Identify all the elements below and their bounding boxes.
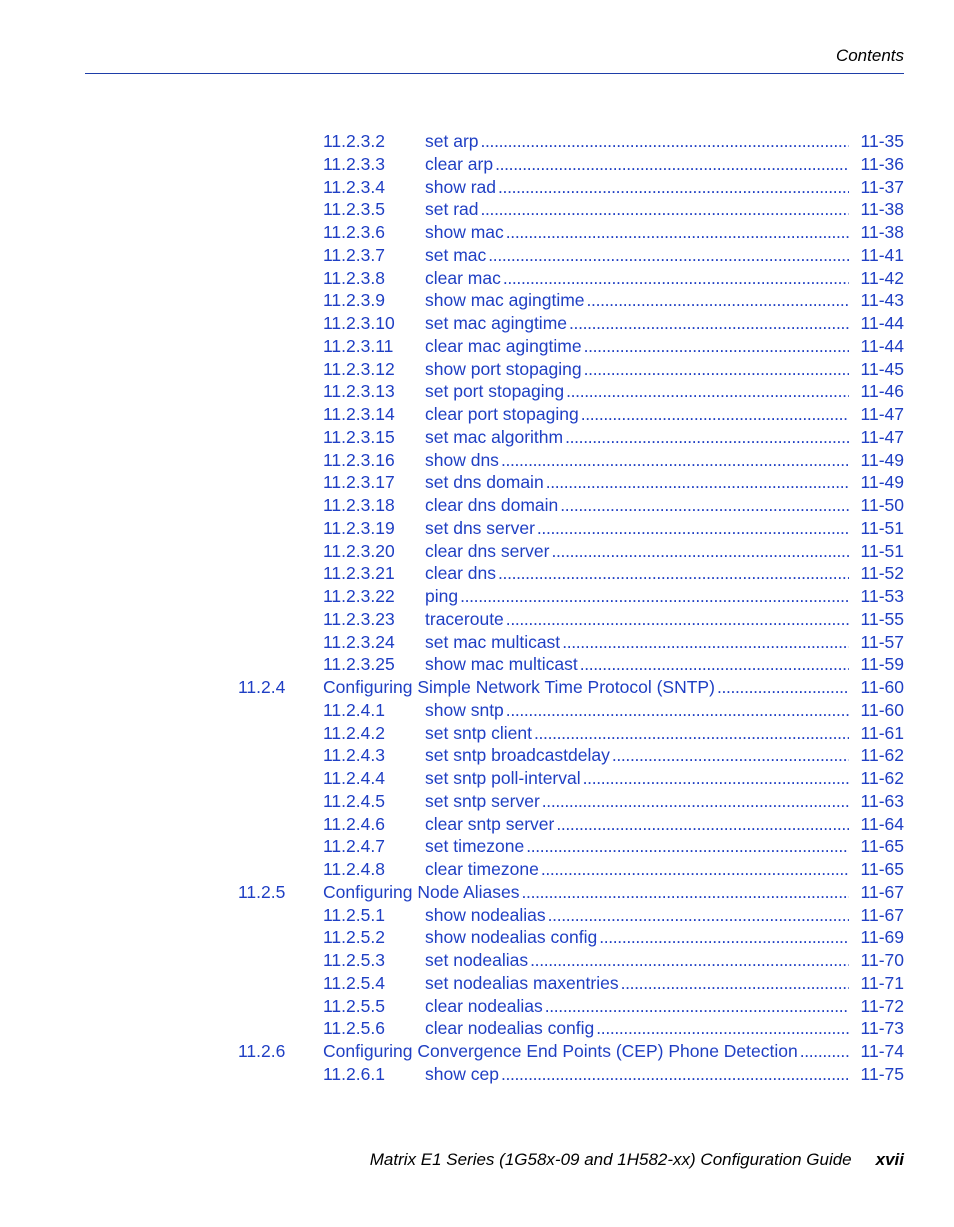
toc-entry[interactable] [0,744,954,767]
toc-entry-body [425,722,851,745]
toc-entry-body [425,585,851,608]
toc-entry-body [425,790,851,813]
toc-entry[interactable] [0,995,954,1018]
toc-entry-body [323,1040,851,1063]
dot-leader [481,198,850,221]
toc-entry-number: 11.2.4.2 [323,722,385,743]
dot-leader [717,676,849,699]
toc-entry-title: set nodealias maxentries [425,972,619,993]
toc-entry-body [425,562,851,585]
toc-entry-number: 11.2.3.19 [323,517,395,538]
toc-entry[interactable] [0,244,954,267]
toc-entry-title: set mac algorithm [425,426,564,447]
toc-entry-body [425,426,851,449]
toc-entry[interactable] [0,130,954,153]
dot-leader [565,426,849,449]
dot-leader [522,881,849,904]
toc-entry-title: clear dns [425,563,497,584]
toc-entry-body [425,631,851,654]
toc-entry-page: 11-49 [860,449,904,470]
toc-entry-number: 11.2.3.6 [323,222,385,242]
toc-entry-body [425,540,851,563]
toc-entry-page: 11-35 [860,131,904,151]
toc-entry-title: ping [425,586,459,606]
dot-leader [537,517,849,540]
toc-entry-title: show nodealias [425,904,546,925]
toc-entry[interactable] [0,881,954,904]
toc-entry-page: 11-51 [860,540,904,561]
toc-entry-number: 11.2.3.10 [323,313,395,333]
toc-entry-page: 11-52 [860,563,904,584]
toc-entry-title: show dns [425,449,499,470]
dot-leader [587,289,849,312]
toc-entry-page: 11-67 [860,881,904,902]
toc-entry-body [425,835,851,858]
toc-entry-page: 11-71 [860,972,904,993]
dot-leader [526,835,849,858]
toc-entry-title: set timezone [425,836,525,857]
toc-entry-number: 11.2.5.5 [323,995,385,1016]
dot-leader [583,767,849,790]
toc-entry-title: show mac agingtime [425,290,585,311]
toc-entry-number: 11.2.5.2 [323,927,385,948]
toc-entry-number: 11.2.5.6 [323,1018,385,1039]
toc-entry-number: 11.2.3.24 [323,631,395,652]
toc-entry-body [425,267,851,290]
toc-entry-body [425,494,851,517]
toc-entry-page: 11-70 [860,950,904,970]
toc-entry-title: set mac agingtime [425,313,568,333]
toc-entry[interactable] [0,403,954,426]
toc-entry[interactable] [0,767,954,790]
toc-entry-number: 11.2.3.18 [323,495,395,515]
dot-leader [562,631,849,654]
toc-entry-page: 11-62 [860,768,904,788]
toc-entry[interactable] [0,585,954,608]
toc-entry-body [425,449,851,472]
toc-entry[interactable] [0,153,954,176]
dot-leader [460,585,849,608]
dot-leader [569,312,849,335]
toc-entry-page: 11-61 [860,722,904,743]
toc-entry-title: Configuring Node Aliases [323,881,520,902]
dot-leader [596,1017,849,1040]
dot-leader [501,449,849,472]
toc-entry-page: 11-50 [860,495,904,515]
toc-entry-page: 11-53 [860,586,904,606]
toc-entry[interactable] [0,494,954,517]
toc-entry[interactable] [0,562,954,585]
toc-entry[interactable] [0,176,954,199]
toc-entry-number: 11.2.3.17 [323,472,395,493]
toc-entry-page: 11-73 [860,1018,904,1039]
toc-entry-body [425,1017,851,1040]
footer-guide-title: Matrix E1 Series (1G58x-09 and 1H582-xx) Configuration Guide [369,1150,852,1169]
toc-entry-body [323,881,851,904]
toc-entry-number: 11.2.3.15 [323,426,395,447]
toc-entry[interactable] [0,471,954,494]
toc-entry[interactable] [0,221,954,244]
toc-entry-page: 11-37 [860,176,904,197]
toc-entry-number: 11.2.3.2 [323,131,385,151]
toc-entry-body [425,380,851,403]
dot-leader [621,972,849,995]
toc-entry-page: 11-47 [860,404,904,424]
toc-entry-body [425,767,851,790]
dot-leader [495,153,849,176]
toc-entry[interactable] [0,358,954,381]
toc-entry-page: 11-44 [860,335,904,356]
toc-entry-number: 11.2.3.23 [323,608,395,629]
toc-entry-number: 11.2.3.13 [323,381,395,402]
dot-leader [498,562,849,585]
toc-entry[interactable] [0,449,954,472]
toc-entry-page: 11-47 [860,426,904,447]
toc-entry-title: clear port stopaging [425,404,579,424]
toc-entry[interactable] [0,653,954,676]
toc-entry-body [425,995,851,1018]
toc-entry-title: set dns server [425,517,535,538]
toc-entry-body [425,813,851,836]
toc-entry-number: 11.2.3.3 [323,153,385,174]
toc-entry-number: 11.2.3.25 [323,654,395,675]
toc-entry[interactable] [0,267,954,290]
toc-entry-number: 11.2.3.9 [323,290,385,311]
toc-entry-title: set sntp poll-interval [425,768,581,788]
toc-entry-body [425,221,851,244]
dot-leader [506,608,849,631]
toc-entry[interactable] [0,790,954,813]
dot-leader [556,813,849,836]
dot-leader [566,380,849,403]
dot-leader [501,1063,849,1086]
toc-entry[interactable] [0,198,954,221]
toc-entry-title: clear timezone [425,859,539,879]
toc-entry[interactable] [0,972,954,995]
dot-leader [488,244,849,267]
toc-entry-body [425,153,851,176]
toc-entry-title: set port stopaging [425,381,565,402]
toc-entry-title: show port stopaging [425,358,582,379]
toc-entry-page: 11-65 [860,836,904,857]
toc-entry-title: clear dns domain [425,495,559,515]
toc-entry-title: show mac [425,222,504,242]
dot-leader [530,949,849,972]
toc-entry-page: 11-69 [860,927,904,948]
toc-entry-title: clear sntp server [425,813,555,834]
dot-leader [503,267,849,290]
dot-leader [612,744,849,767]
toc-entry[interactable] [0,1063,954,1086]
toc-entry-body [425,1063,851,1086]
toc-entry-body [425,130,851,153]
toc-entry-number: 11.2.3.12 [323,358,395,379]
toc-entry-body [425,403,851,426]
toc-entry-page: 11-38 [860,199,904,220]
toc-entry[interactable] [0,426,954,449]
dot-leader [506,699,849,722]
toc-entry-title: show nodealias config [425,927,598,948]
toc-entry-page: 11-72 [860,995,904,1016]
toc-entry-number: 11.2.6.1 [323,1063,385,1084]
toc-entry-number: 11.2.4.7 [323,836,385,857]
toc-entry-page: 11-45 [860,358,904,379]
dot-leader [546,471,849,494]
toc-entry-title: set mac [425,244,487,265]
toc-entry-title: set sntp broadcastdelay [425,745,610,766]
toc-entry-title: show cep [425,1063,499,1084]
toc-entry[interactable] [0,835,954,858]
toc-entry-body [425,244,851,267]
toc-entry-title: traceroute [425,608,504,629]
toc-entry[interactable] [0,608,954,631]
toc-entry[interactable] [0,1040,954,1063]
toc-entry-number: 11.2.3.16 [323,449,395,470]
toc-entry-body [425,176,851,199]
header-divider [85,73,904,74]
toc-entry[interactable] [0,380,954,403]
toc-entry-title: clear mac agingtime [425,335,582,356]
dot-leader [545,995,849,1018]
toc-entry-number: 11.2.4.5 [323,790,385,811]
toc-entry-body [425,198,851,221]
toc-entry-page: 11-60 [860,677,904,697]
toc-entry-title: set arp [425,131,479,151]
dot-leader [506,221,849,244]
toc-entry-title: set sntp client [425,722,532,743]
toc-entry-number: 11.2.3.4 [323,176,385,197]
toc-entry-body [425,517,851,540]
dot-leader [584,335,849,358]
toc-entry-number: 11.2.4.6 [323,813,385,834]
toc-entry-body [425,926,851,949]
dot-leader [541,858,849,881]
dot-leader [581,403,849,426]
toc-entry-page: 11-74 [860,1041,904,1061]
toc-entry[interactable] [0,904,954,927]
dot-leader [534,722,849,745]
toc-entry-number: 11.2.4 [238,677,286,697]
toc-entry[interactable] [0,517,954,540]
toc-entry[interactable] [0,949,954,972]
dot-leader [599,926,849,949]
toc-entry-title: clear arp [425,153,494,174]
toc-entry-page: 11-55 [860,608,904,629]
toc-entry-number: 11.2.4.8 [323,859,385,879]
page-footer [370,1150,904,1170]
toc-entry-page: 11-65 [860,859,904,879]
toc-entry-body [425,949,851,972]
toc-entry-number: 11.2.4.1 [323,699,385,720]
dot-leader [580,653,849,676]
toc-entry-title: Configuring Convergence End Points (CEP) Phone Detection [323,1041,798,1061]
toc-entry-page: 11-60 [860,699,904,720]
dot-leader [548,904,849,927]
toc-entry-body [425,312,851,335]
toc-entry-number: 11.2.3.22 [323,586,395,606]
toc-entry-page: 11-59 [860,654,904,675]
toc-entry-number: 11.2.3.20 [323,540,395,561]
toc-entry-page: 11-57 [860,631,904,652]
page-header-title: Contents [835,46,904,65]
toc-entry-title: set rad [425,199,479,220]
toc-entry-number: 11.2.3.8 [323,267,385,288]
toc-entry-page: 11-63 [860,790,904,811]
toc-entry[interactable] [0,676,954,699]
toc-entry-number: 11.2.5 [238,881,286,902]
toc-entry-page: 11-41 [860,244,904,265]
toc-entry-page: 11-38 [860,222,904,242]
toc-entry-title: clear nodealias [425,995,543,1016]
toc-entry[interactable] [0,926,954,949]
toc-entry-title: clear dns server [425,540,550,561]
toc-entry-body [425,744,851,767]
dot-leader [560,494,849,517]
toc-entry-number: 11.2.3.14 [323,404,395,424]
toc-entry-title: show sntp [425,699,504,720]
toc-entry-page: 11-49 [860,472,904,493]
toc-entry-page: 11-64 [860,813,904,834]
dot-leader [542,790,849,813]
toc-entry-body [323,676,851,699]
toc-entry-page: 11-67 [860,904,904,925]
toc-entry-number: 11.2.3.11 [323,335,394,356]
toc-entry-number: 11.2.5.3 [323,950,385,970]
toc-entry[interactable] [0,722,954,745]
toc-entry-body [425,358,851,381]
toc-entry-page: 11-44 [860,313,904,333]
toc-entry-body [425,335,851,358]
toc-entry-body [425,608,851,631]
toc-entry-number: 11.2.4.3 [323,745,385,766]
toc-entry[interactable] [0,289,954,312]
toc-entry-body [425,858,851,881]
toc-entry[interactable] [0,1017,954,1040]
toc-entry-body [425,653,851,676]
toc-entry-body [425,471,851,494]
toc-entry-title: set dns domain [425,472,544,493]
toc-entry-page: 11-75 [860,1063,904,1084]
toc-entry-page: 11-51 [860,517,904,538]
toc-entry-title: clear nodealias config [425,1018,595,1039]
toc-entry-page: 11-42 [860,267,904,288]
toc-entry-page: 11-46 [860,381,904,402]
toc-entry-title: set mac multicast [425,631,561,652]
toc-entry-number: 11.2.3.5 [323,199,385,220]
toc-entry-title: set sntp server [425,790,540,811]
dot-leader [800,1040,849,1063]
toc-entry[interactable] [0,335,954,358]
dot-leader [584,358,849,381]
table-of-contents [0,130,954,1086]
toc-entry-number: 11.2.3.7 [323,244,385,265]
toc-entry[interactable] [0,540,954,563]
toc-entry-number: 11.2.6 [238,1041,286,1061]
toc-entry-number: 11.2.5.4 [323,972,385,993]
toc-entry-page: 11-62 [860,745,904,766]
toc-entry[interactable] [0,631,954,654]
footer-page-number: xvii [875,1150,904,1169]
toc-entry[interactable] [0,699,954,722]
toc-entry-number: 11.2.4.4 [323,768,385,788]
toc-entry-body [425,972,851,995]
toc-entry[interactable] [0,813,954,836]
toc-entry-page: 11-36 [860,153,904,174]
toc-entry-title: clear mac [425,267,501,288]
toc-entry-title: show rad [425,176,497,197]
toc-entry-body [425,699,851,722]
toc-entry[interactable] [0,312,954,335]
toc-entry-number: 11.2.3.21 [323,563,395,584]
toc-entry-body [425,904,851,927]
dot-leader [481,130,850,153]
toc-entry[interactable] [0,858,954,881]
dot-leader [552,540,850,563]
toc-entry-body [425,289,851,312]
toc-entry-title: set nodealias [425,950,529,970]
toc-entry-title: Configuring Simple Network Time Protocol (SNTP) [323,677,715,697]
dot-leader [498,176,849,199]
toc-entry-title: show mac multicast [425,654,578,675]
toc-entry-page: 11-43 [860,290,904,311]
toc-entry-number: 11.2.5.1 [323,904,385,925]
